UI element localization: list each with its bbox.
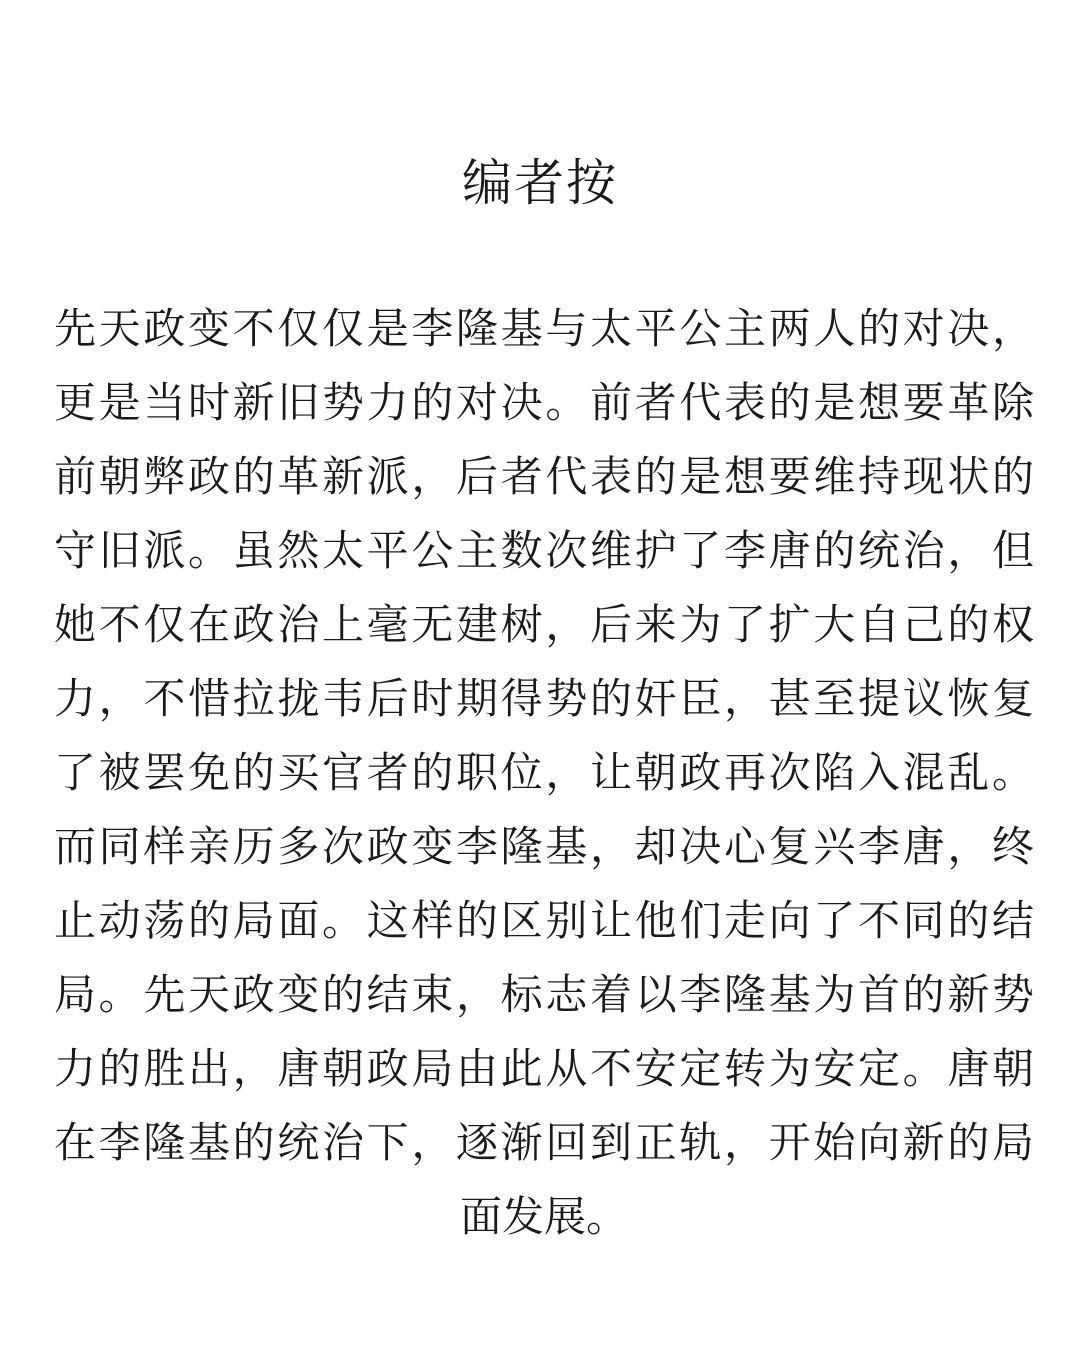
body-line: 在李隆基的统治下，逐渐回到正轨，开始向新的局 xyxy=(54,1118,1034,1167)
body-line: 更是当时新旧势力的对决。前者代表的是想要革除 xyxy=(54,378,1034,427)
body-line: 止动荡的局面。这样的区别让他们走向了不同的结 xyxy=(54,896,1034,945)
body-line: 了被罢免的买官者的职位，让朝政再次陷入混乱。 xyxy=(54,748,1034,797)
body-line: 而同样亲历多次政变李隆基，却决心复兴李唐，终 xyxy=(54,822,1034,871)
body-line: 前朝弊政的革新派，后者代表的是想要维持现状的 xyxy=(54,452,1034,501)
editor-note-body xyxy=(54,292,1034,1254)
body-line: 她不仅在政治上毫无建树，后来为了扩大自己的权 xyxy=(54,600,1034,649)
body-line: 局。先天政变的结束，标志着以李隆基为首的新势 xyxy=(54,970,1034,1019)
body-line: 先天政变不仅仅是李隆基与太平公主两人的对决， xyxy=(54,304,1034,353)
body-line-last: 面发展。 xyxy=(459,1192,628,1241)
body-line: 力的胜出，唐朝政局由此从不安定转为安定。唐朝 xyxy=(54,1044,1034,1093)
editor-note-title: 编者按 xyxy=(462,154,618,212)
body-line: 力，不惜拉拢韦后时期得势的奸臣，甚至提议恢复 xyxy=(54,674,1034,723)
body-line: 守旧派。虽然太平公主数次维护了李唐的统治，但 xyxy=(54,526,1034,575)
